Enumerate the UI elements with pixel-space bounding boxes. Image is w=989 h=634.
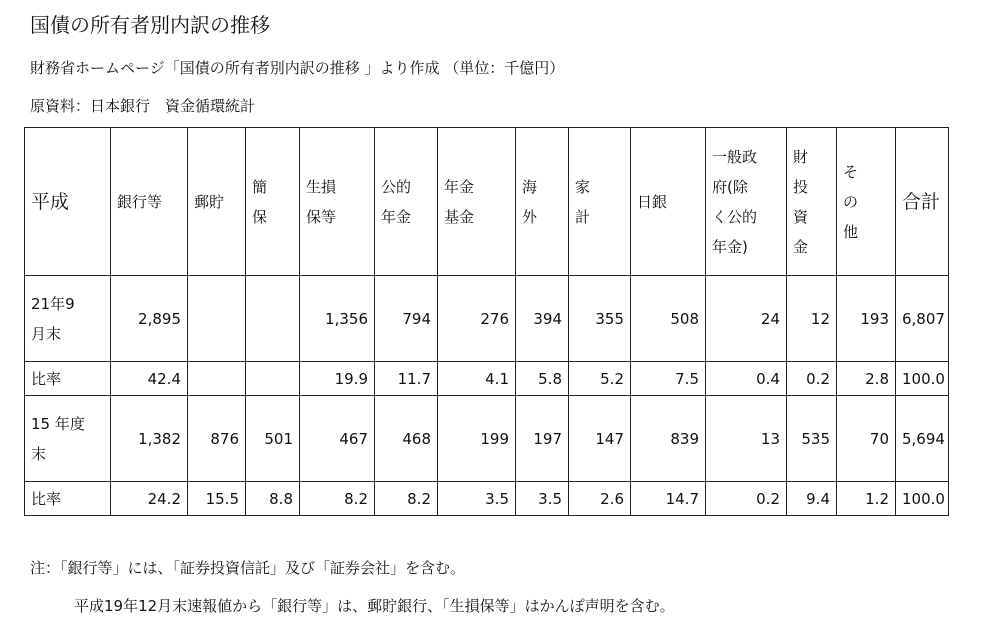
table-cell: 70 bbox=[837, 396, 896, 482]
table-cell bbox=[246, 362, 300, 396]
table-cell: 0.2 bbox=[706, 482, 787, 516]
header-insurers: 生損 保等 bbox=[300, 128, 375, 276]
table-cell: 12 bbox=[787, 276, 837, 362]
table-cell: 24 bbox=[706, 276, 787, 362]
table-cell: 199 bbox=[438, 396, 516, 482]
table-cell: 11.7 bbox=[375, 362, 438, 396]
table-header-row bbox=[25, 128, 949, 276]
table-cell: 100.0 bbox=[896, 362, 949, 396]
table-cell: 468 bbox=[375, 396, 438, 482]
table-cell bbox=[246, 276, 300, 362]
table-cell: 2.8 bbox=[837, 362, 896, 396]
table-cell: 9.4 bbox=[787, 482, 837, 516]
table-cell: 839 bbox=[631, 396, 706, 482]
table-cell: 3.5 bbox=[438, 482, 516, 516]
table-cell: 2.6 bbox=[569, 482, 631, 516]
header-others: そ の 他 bbox=[837, 128, 896, 276]
table-cell: 100.0 bbox=[896, 482, 949, 516]
row-label: 15 年度 末 bbox=[25, 396, 111, 482]
table-cell: 14.7 bbox=[631, 482, 706, 516]
header-postal-insurance: 簡 保 bbox=[246, 128, 300, 276]
document-title: 国債の所有者別内訳の推移 bbox=[30, 13, 270, 37]
table-cell: 1,356 bbox=[300, 276, 375, 362]
header-filp-funds: 財 投 資 金 bbox=[787, 128, 837, 276]
header-total: 合計 bbox=[896, 128, 949, 276]
table-cell bbox=[188, 362, 246, 396]
table-cell: 3.5 bbox=[516, 482, 569, 516]
table-cell: 193 bbox=[837, 276, 896, 362]
table-cell: 467 bbox=[300, 396, 375, 482]
header-postal-savings: 郵貯 bbox=[188, 128, 246, 276]
table-cell: 876 bbox=[188, 396, 246, 482]
source-line: 財務省ホームページ「国債の所有者別内訳の推移 」より作成 （単位：千億円） bbox=[30, 59, 565, 77]
table-cell: 508 bbox=[631, 276, 706, 362]
row-label: 21年9 月末 bbox=[25, 276, 111, 362]
table-cell: 6,807 bbox=[896, 276, 949, 362]
table-cell: 42.4 bbox=[111, 362, 188, 396]
table-cell: 8.8 bbox=[246, 482, 300, 516]
header-boj: 日銀 bbox=[631, 128, 706, 276]
header-pension-funds: 年金 基金 bbox=[438, 128, 516, 276]
table-cell: 4.1 bbox=[438, 362, 516, 396]
table-cell: 5.2 bbox=[569, 362, 631, 396]
holdings-table bbox=[24, 127, 949, 516]
table-cell: 8.2 bbox=[375, 482, 438, 516]
table-cell: 535 bbox=[787, 396, 837, 482]
table-cell: 1,382 bbox=[111, 396, 188, 482]
table-row bbox=[25, 482, 949, 516]
table-cell: 501 bbox=[246, 396, 300, 482]
header-banks: 銀行等 bbox=[111, 128, 188, 276]
table-row bbox=[25, 276, 949, 362]
table-cell bbox=[188, 276, 246, 362]
header-heisei: 平成 bbox=[25, 128, 111, 276]
row-label: 比率 bbox=[25, 482, 111, 516]
table-cell: 0.4 bbox=[706, 362, 787, 396]
table-cell: 15.5 bbox=[188, 482, 246, 516]
table-cell: 394 bbox=[516, 276, 569, 362]
header-households: 家 計 bbox=[569, 128, 631, 276]
note-line-1: 注：「銀行等」には、「証券投資信託」及び「証券会社」を含む。 bbox=[30, 559, 466, 577]
note-line-2: 平成19年12月末速報値から「銀行等」は、郵貯銀行、「生損保等」はかんぽ声明を含む。 bbox=[74, 597, 675, 615]
table-row bbox=[25, 396, 949, 482]
table-cell: 1.2 bbox=[837, 482, 896, 516]
table-cell: 5.8 bbox=[516, 362, 569, 396]
header-general-government: 一般政 府(除 く公的 年金) bbox=[706, 128, 787, 276]
table-cell: 0.2 bbox=[787, 362, 837, 396]
row-label: 比率 bbox=[25, 362, 111, 396]
header-public-pension: 公的 年金 bbox=[375, 128, 438, 276]
table-cell: 24.2 bbox=[111, 482, 188, 516]
table-cell: 794 bbox=[375, 276, 438, 362]
table-row bbox=[25, 362, 949, 396]
table-cell: 276 bbox=[438, 276, 516, 362]
table-cell: 13 bbox=[706, 396, 787, 482]
table-cell: 2,895 bbox=[111, 276, 188, 362]
table-cell: 5,694 bbox=[896, 396, 949, 482]
table-cell: 8.2 bbox=[300, 482, 375, 516]
table-cell: 7.5 bbox=[631, 362, 706, 396]
table-cell: 197 bbox=[516, 396, 569, 482]
original-data-line: 原資料：日本銀行 資金循環統計 bbox=[30, 97, 256, 115]
table-cell: 147 bbox=[569, 396, 631, 482]
table-cell: 19.9 bbox=[300, 362, 375, 396]
header-overseas: 海 外 bbox=[516, 128, 569, 276]
table-cell: 355 bbox=[569, 276, 631, 362]
